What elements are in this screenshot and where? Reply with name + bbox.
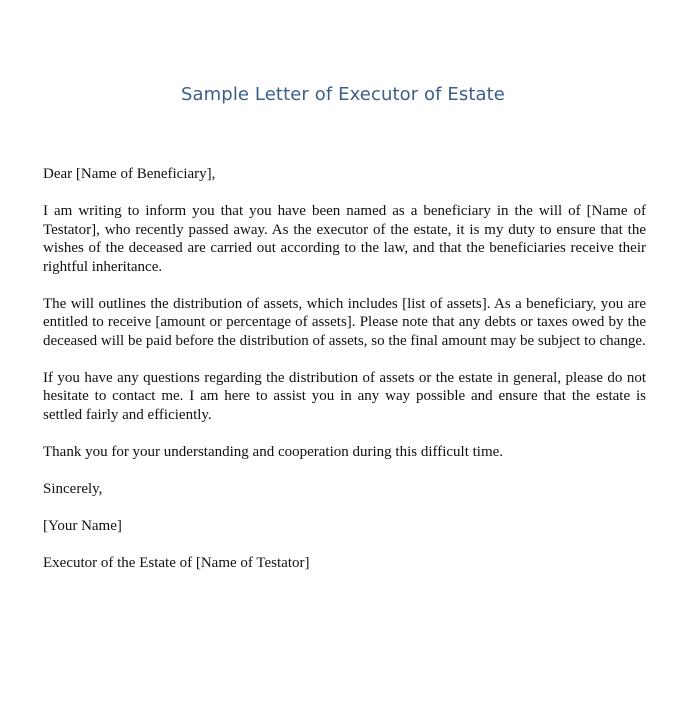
- letter-body: [43, 165, 646, 591]
- salutation: Dear [Name of Beneficiary],: [43, 166, 216, 182]
- paragraph-2: The will outlines the distribution of assets, which includes [list of assets]. As a beneficiary, you are entitled to receive [amount or percentage of assets]. Please note that any debts or taxes owed by the deceased will be paid before the distribution of assets, so the final amount may be subject to change.: [43, 295, 646, 349]
- paragraph-4: Thank you for your understanding and cooperation during this difficult time.: [43, 443, 504, 460]
- closing: Sincerely,: [43, 480, 103, 497]
- signature-title: Executor of the Estate of [Name of Testator]: [43, 554, 310, 571]
- paragraph-3: If you have any questions regarding the distribution of assets or the estate in general, please do not hesitate to contact me. I am here to assist you in any way possible and ensure that the estate is settled fairly and efficiently.: [43, 369, 646, 423]
- signature-name: [Your Name]: [43, 517, 122, 534]
- document-title: Sample Letter of Executor of Estate: [181, 84, 505, 105]
- paragraph-1: I am writing to inform you that you have been named as a beneficiary in the will of [Name of Testator], who recently passed away. As the executor of the estate, it is my duty to ensure that the wishes of the deceased are carried out according to the law, and that the beneficiaries receive their rightful inheritance.: [43, 203, 646, 275]
